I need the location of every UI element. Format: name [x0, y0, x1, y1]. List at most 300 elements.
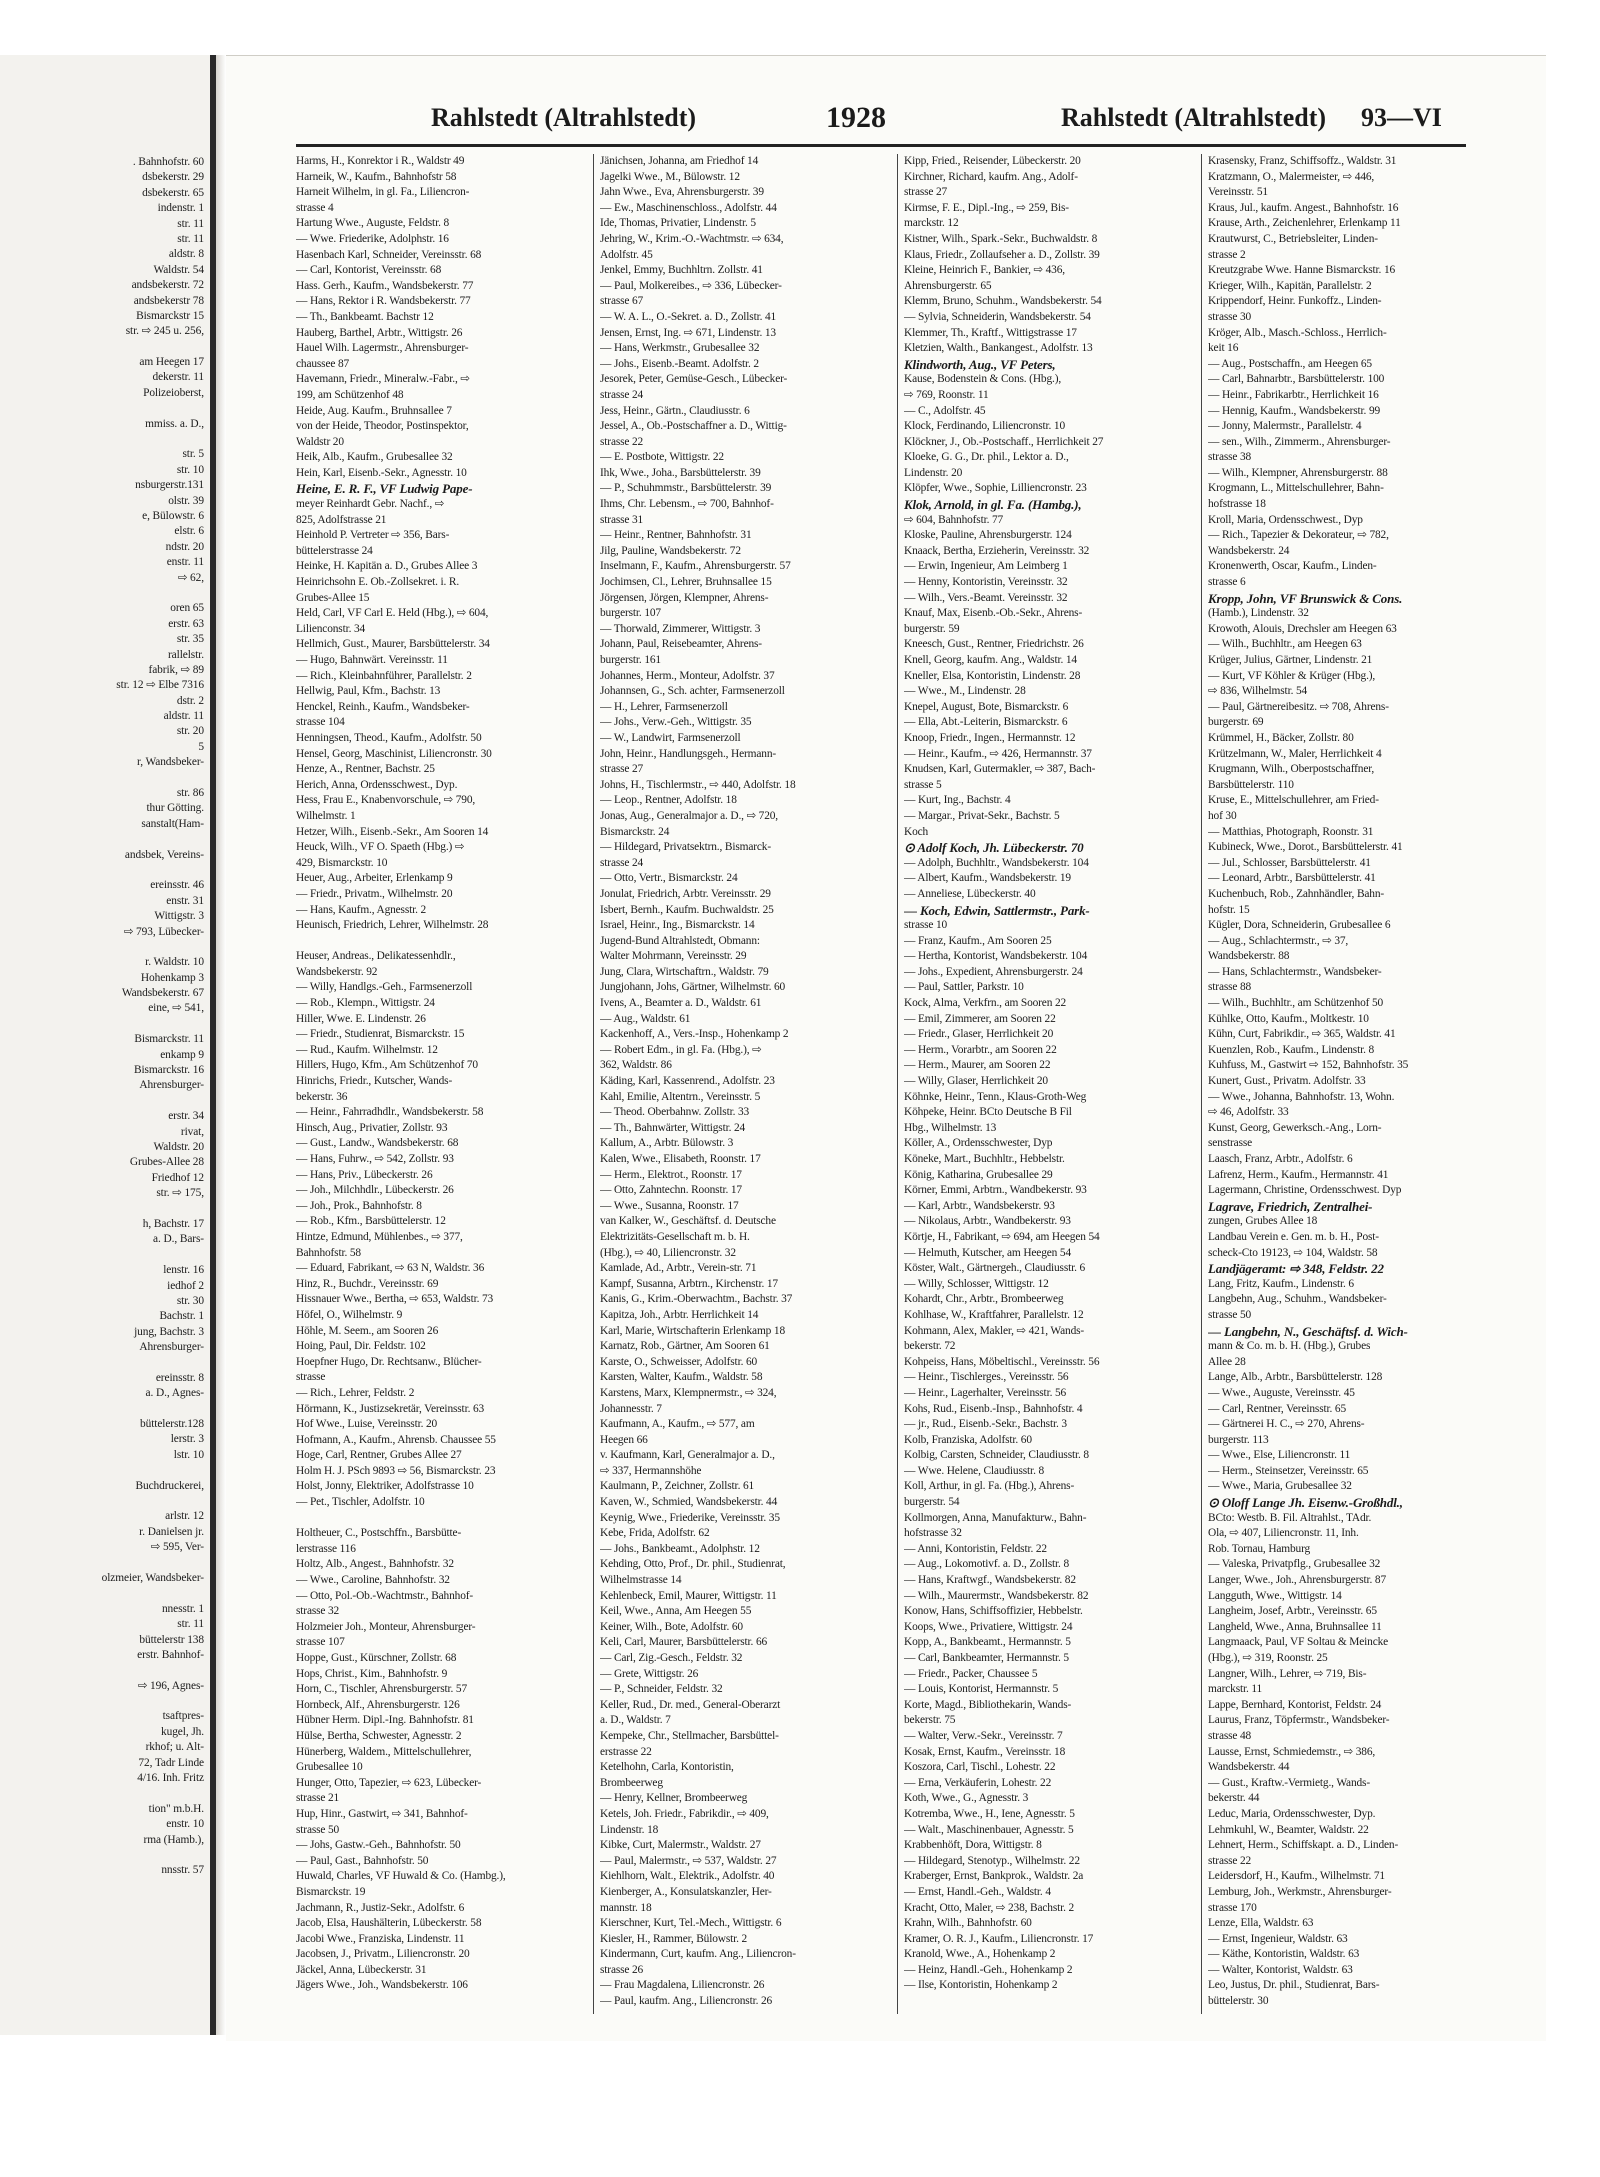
directory-entry-line	[296, 934, 591, 950]
previous-page-line: . Bahnhofstr. 60	[132, 156, 204, 168]
previous-page-line: Bismarckstr 15	[136, 309, 204, 322]
directory-entry-line: Koops, Wwe., Privatiere, Wittigstr. 24	[904, 1620, 1073, 1633]
directory-entry-line: — Sylvia, Schneiderin, Wandsbekerstr. 54	[904, 310, 1091, 323]
directory-entry-line: meyer Reinhardt Gebr. Nachf., ⇨	[296, 498, 445, 511]
directory-entry-line: — Walter, Verw.-Sekr., Vereinsstr. 7	[904, 1729, 1063, 1742]
directory-entry-line: Hein, Karl, Eisenb.-Sekr., Agnesstr. 10	[296, 466, 467, 479]
directory-entry-line: Kleine, Heinrich F., Bankier, ⇨ 436,	[904, 264, 1065, 277]
directory-entry-line: Knudsen, Karl, Gutermakler, ⇨ 387, Bach-	[904, 763, 1096, 776]
previous-page-line: andsbekerstr. 72	[131, 279, 204, 292]
directory-entry-line: Kiesler, H., Rammer, Bülowstr. 2	[600, 1932, 748, 1945]
directory-entry-line: Lausse, Ernst, Schmiedemstr., ⇨ 386,	[1208, 1745, 1376, 1758]
directory-entry-line: 429, Bismarckstr. 10	[296, 856, 388, 869]
directory-entry-line: — Ew., Maschinenschloss., Adolfstr. 44	[600, 201, 777, 214]
directory-entry-line: Kloeke, G. G., Dr. phil., Lektor a. D.,	[904, 451, 1069, 464]
directory-entry-line: Klindworth, Aug., VF Peters,	[904, 356, 1056, 372]
directory-entry-line: Jachmann, R., Justiz-Sekr., Adolfstr. 6	[296, 1901, 465, 1914]
directory-entry-line: Hornbeck, Alf., Ahrensburgerstr. 126	[296, 1698, 460, 1711]
directory-entry-line: Keil, Wwe., Anna, Am Heegen 55	[600, 1605, 752, 1618]
directory-entry-line: — Aug., Schlachtermstr., ⇨ 37,	[1208, 934, 1349, 947]
previous-page-line: ⇨ 196, Agnes-	[137, 1679, 204, 1692]
previous-page-line: a. D., Agnes-	[145, 1387, 204, 1400]
previous-page-line: Waldstr. 20	[153, 1141, 204, 1153]
directory-entry-line: strasse 104	[296, 716, 345, 729]
directory-entry-line: Lange, Alb., Arbtr., Barsbüttelerstr. 128	[1208, 1371, 1383, 1384]
directory-entry-line: — Gärtnerei H. C., ⇨ 270, Ahrens-	[1208, 1418, 1365, 1431]
directory-entry-line: 825, Adolfstrasse 21	[296, 513, 387, 526]
directory-entry-line: — Joh., Prok., Bahnhofstr. 8	[296, 1199, 422, 1212]
previous-page-line: indenstr. 1	[157, 202, 204, 215]
previous-page-line: ⇨ 793, Lübecker-	[123, 925, 204, 938]
directory-entry-line: Heunisch, Friedrich, Lehrer, Wilhelmstr. 28	[296, 919, 489, 932]
directory-entry-line: strasse 4	[296, 201, 334, 214]
directory-entry-line: chaussee 87	[296, 357, 350, 370]
directory-entry-line: — Friedr., Packer, Chaussee 5	[904, 1667, 1038, 1680]
directory-entry-line: Körtje, H., Fabrikant, ⇨ 694, am Heegen 54	[904, 1230, 1100, 1243]
directory-entry-line: — Wwe., Else, Liliencronstr. 11	[1208, 1449, 1351, 1462]
directory-entry-line: burgerstr. 113	[1208, 1433, 1269, 1446]
directory-entry-line: — Carl, Zig.-Gesch., Feldstr. 32	[600, 1652, 743, 1664]
directory-entry-line: — C., Adolfstr. 45	[904, 404, 986, 417]
directory-entry-line: Hörmann, K., Justizsekretär, Vereinsstr. 63	[296, 1402, 485, 1415]
directory-entry-line: Jörgensen, Jörgen, Klempner, Ahrens-	[600, 591, 769, 604]
directory-entry-line: Kohlhase, W., Kraftfahrer, Parallelstr. 12	[904, 1308, 1084, 1321]
directory-entry-line: Hoppe, Gust., Kürschner, Zollstr. 68	[296, 1652, 457, 1664]
directory-entry-line: Johann, Paul, Reisebeamter, Ahrens-	[600, 638, 762, 651]
directory-entry-line: Hunger, Otto, Tapezier, ⇨ 623, Lübecker-	[296, 1776, 482, 1789]
previous-page-line: rivat,	[180, 1125, 204, 1138]
directory-entry-line: Henningsen, Theod., Kaufm., Adolfstr. 50	[296, 731, 482, 744]
previous-page-line	[0, 586, 204, 601]
directory-entry-line: — Johs., Eisenb.-Beamt. Adolfstr. 2	[600, 357, 759, 370]
previous-page-line: 4/16. Inh. Fritz	[137, 1772, 204, 1785]
directory-entry-line: — Henry, Kellner, Brombeerweg	[600, 1792, 748, 1805]
directory-entry-line: Hasenbach Karl, Schneider, Vereinsstr. 68	[296, 248, 482, 261]
directory-entry-line: Kampf, Susanna, Arbtrn., Kirchenstr. 17	[600, 1277, 778, 1290]
directory-entry-line: Heik, Alb., Kaufm., Grubesallee 32	[296, 451, 453, 464]
previous-page-line	[0, 340, 204, 355]
directory-entry-line: Ola, ⇨ 407, Liliencronstr. 11, Inh.	[1208, 1527, 1359, 1540]
directory-entry-line: Kropp, John, VF Brunswick & Cons.	[1208, 590, 1403, 606]
directory-entry-line: — Langbehn, N., Geschäftsf. d. Wich-	[1208, 1323, 1408, 1339]
previous-page-line: fabrik, ⇨ 89	[148, 663, 204, 676]
directory-entry-line: Lagrave, Friedrich, Zentralhei-	[1208, 1198, 1373, 1214]
directory-entry-line: — Hans, Rektor i R. Wandsbekerstr. 77	[296, 295, 471, 308]
directory-entry-line: Hartung Wwe., Auguste, Feldstr. 8	[296, 217, 450, 230]
directory-entry-line: van Kalker, W., Geschäftsf. d. Deutsche	[600, 1215, 776, 1228]
previous-page-line	[0, 1402, 204, 1417]
directory-entry-line: — Rich., Lehrer, Feldstr. 2	[296, 1386, 415, 1399]
directory-entry-line: Köhnke, Heinr., Tenn., Klaus-Groth-Weg	[904, 1090, 1087, 1103]
previous-page-line: sanstalt(Ham-	[141, 817, 204, 830]
previous-page-line: Polizeioberst,	[143, 386, 204, 399]
directory-entry-line: Langer, Wwe., Joh., Ahrensburgerstr. 87	[1208, 1574, 1387, 1587]
previous-page-line	[0, 1786, 204, 1801]
directory-entry-line: Ihms, Chr. Lebensm., ⇨ 700, Bahnhof-	[600, 498, 774, 511]
previous-page-line: lenstr. 16	[163, 1264, 204, 1277]
previous-page-line: andsbekerstr 78	[133, 294, 204, 307]
directory-entry-line: Koszora, Carl, Tischl., Lohestr. 22	[904, 1761, 1056, 1774]
directory-entry-line: Köhpeke, Heinr. BCto Deutsche B Fil	[904, 1106, 1072, 1119]
directory-entry-line: Kloske, Pauline, Ahrensburgerstr. 124	[904, 529, 1072, 542]
directory-entry-line: Karl, Marie, Wirtschafterin Erlenkamp 18	[600, 1324, 786, 1337]
previous-page-line: rallelstr.	[167, 648, 204, 661]
previous-page-line: thur Götting.	[146, 802, 204, 815]
directory-entry-line: Kapitza, Joh., Arbtr. Herrlichkeit 14	[600, 1308, 759, 1321]
directory-entry-line: Hofmann, A., Kaufm., Ahrensb. Chaussee 55	[296, 1433, 496, 1446]
directory-entry-line: büttelerstrasse 24	[296, 544, 373, 557]
directory-entry-line: strasse 107	[296, 1636, 345, 1649]
previous-page-line: olstr. 39	[168, 494, 204, 507]
directory-entry-line: Vereinsstr. 51	[1208, 186, 1268, 199]
previous-page-line: 5	[198, 740, 204, 753]
directory-entry-line: — Rich., Tapezier & Dekorateur, ⇨ 782,	[1208, 529, 1389, 542]
directory-entry-line: Klöpfer, Wwe., Sophie, Lilliencronstr. 23	[904, 482, 1087, 495]
directory-entry-line: bekerstr. 44	[1208, 1792, 1260, 1805]
directory-entry-line: Lagermann, Christine, Ordensschwest. Dyp	[1208, 1184, 1402, 1197]
directory-entry-line: — W. A. L., O.-Sekret. a. D., Zollstr. 41	[600, 310, 777, 323]
previous-page-line: eine, ⇨ 541,	[148, 1002, 204, 1015]
directory-entry-line: — Otto, Vertr., Bismarckstr. 24	[600, 872, 738, 885]
directory-entry-line: — Hennig, Kaufm., Wandsbekerstr. 99	[1208, 404, 1381, 417]
directory-entry-line: — Anneliese, Lübeckerstr. 40	[904, 887, 1036, 900]
directory-entry-line: hofstr. 15	[1208, 903, 1250, 916]
directory-entry-line: Wilhelmstrasse 14	[600, 1574, 682, 1587]
directory-entry-line: Wandsbekerstr. 88	[1208, 950, 1290, 963]
directory-entry-line: Hoge, Carl, Rentner, Grubes Allee 27	[296, 1449, 462, 1462]
directory-entry-line: Hiller, Wwe. E. Lindenstr. 26	[296, 1012, 426, 1025]
directory-entry-line: John, Heinr., Handlungsgeh., Hermann-	[600, 747, 777, 760]
directory-entry-line: — Wilh., Vers.-Beamt. Vereinsstr. 32	[904, 591, 1068, 604]
previous-page-line: enstr. 11	[166, 556, 204, 569]
previous-page-line: enkamp 9	[160, 1048, 204, 1061]
directory-entry-line: — Paul, Gast., Bahnhofstr. 50	[296, 1854, 429, 1867]
directory-entry-line: Lafrenz, Herm., Kaufm., Hermannstr. 41	[1208, 1168, 1389, 1181]
directory-entry-line: — Hildegard, Privatsektrn., Bismarck-	[600, 841, 771, 854]
directory-entry-line: — Wwe., Susanna, Roonstr. 17	[600, 1199, 739, 1212]
previous-page-edge	[0, 55, 216, 2035]
directory-entry-line: Laasch, Franz, Arbtr., Adolfstr. 6	[1208, 1153, 1353, 1165]
directory-entry-line: Hauberg, Barthel, Arbtr., Wittigstr. 26	[296, 326, 463, 339]
directory-entry-line: — Heinz, Handl.-Geh., Hohenkamp 2	[904, 1963, 1073, 1976]
previous-page-line: arlstr. 12	[165, 1510, 204, 1523]
directory-entry-line: Johannsen, G., Sch. achter, Farmsenerzoll	[600, 685, 785, 698]
previous-page-line	[0, 832, 204, 847]
directory-entry-line: mannstr. 18	[600, 1901, 652, 1914]
directory-entry-line: Harneik, W., Kaufm., Bahnhofstr 58	[296, 170, 457, 183]
directory-entry-line: Hoepfner Hugo, Dr. Rechtsanw., Blücher-	[296, 1355, 482, 1368]
directory-entry-line: hof 30	[1208, 809, 1237, 822]
directory-entry-line: — Erwin, Ingenieur, Am Leimberg 1	[904, 560, 1068, 573]
directory-entry-line: strasse 27	[600, 763, 644, 776]
directory-entry-line: — Hans, Kaufm., Agnesstr. 2	[296, 903, 427, 916]
previous-page-line: Waldstr. 54	[153, 263, 204, 276]
directory-entry-line: Heuck, Wilh., VF O. Spaeth (Hbg.) ⇨	[296, 841, 465, 854]
directory-entry-line: — Herm., Steinsetzer, Vereinsstr. 65	[1208, 1464, 1369, 1477]
previous-page-line: r. Danielsen jr.	[139, 1525, 204, 1538]
directory-entry-line: Krause, Arth., Zeichenlehrer, Erlenkamp 11	[1208, 217, 1401, 230]
directory-entry-line: ⇨ 769, Roonstr. 11	[904, 388, 989, 401]
directory-entry-line: Kranold, Wwe., A., Hohenkamp 2	[904, 1948, 1056, 1961]
directory-entry-line: — Wilh., Maurermstr., Wandsbekerstr. 82	[904, 1589, 1089, 1602]
directory-entry-line: Jahn Wwe., Eva, Ahrensburgerstr. 39	[600, 186, 764, 199]
directory-entry-line: — Jul., Schlosser, Barsbüttelerstr. 41	[1208, 856, 1371, 869]
directory-entry-line: Landjägeramt: ⇨ 348, Feldstr. 22	[1208, 1261, 1384, 1277]
directory-entry-line: strasse 50	[296, 1823, 340, 1836]
directory-entry-line: ⇨ 46, Adolfstr. 33	[1208, 1106, 1289, 1119]
directory-entry-line: Heinke, H. Kapitän a. D., Grubes Allee 3	[296, 560, 478, 573]
directory-entry-line: Kopp, A., Bankbeamt., Hermannstr. 5	[904, 1636, 1071, 1649]
directory-entry-line: Huwald, Charles, VF Huwald & Co. (Hambg.),	[296, 1870, 506, 1883]
previous-page-line: nnsstr. 57	[161, 1864, 204, 1877]
directory-entry-line: — Rud., Kaufm. Wilhelmstr. 12	[296, 1043, 438, 1056]
directory-entry-line: Brombeerweg	[600, 1776, 663, 1789]
directory-entry-line: Klemmer, Th., Kraftf., Wittigstrasse 17	[904, 326, 1077, 339]
directory-entry-line: Kohardt, Chr., Arbtr., Brombeerweg	[904, 1293, 1064, 1306]
directory-entry-line: Wandsbekerstr. 92	[296, 965, 378, 978]
directory-entry-line: — Herm., Elektrot., Roonstr. 17	[600, 1168, 742, 1181]
directory-entry-line: Hintze, Edmund, Mühlenbes., ⇨ 377,	[296, 1230, 463, 1243]
directory-entry-line: Kuhfuss, M., Gastwirt ⇨ 152, Bahnhofstr. 35	[1208, 1059, 1409, 1072]
directory-entry-line: zungen, Grubes Allee 18	[1208, 1215, 1318, 1228]
directory-entry-line: Holtheuer, C., Postschffn., Barsbütte-	[296, 1527, 462, 1540]
directory-entry-line: Knaack, Bertha, Erzieherin, Vereinsstr. 32	[904, 544, 1090, 557]
previous-page-line: str. 11	[177, 232, 204, 245]
previous-page-line: dsbekerstr. 29	[142, 171, 204, 184]
directory-entry-line: Krützelmann, W., Maler, Herrlichkeit 4	[1208, 747, 1382, 760]
directory-entry-line: Kahl, Emilie, Altentrn., Vereinsstr. 5	[600, 1090, 761, 1103]
directory-entry-line: Holm H. J. PSch 9893 ⇨ 56, Bismarckstr. 23	[296, 1464, 496, 1477]
directory-entry-line: Heine, E. R. F., VF Ludwig Pape-	[296, 481, 473, 497]
directory-entry-line: Lemburg, Joh., Werkmstr., Ahrensburger-	[1208, 1885, 1392, 1898]
directory-entry-line: Heuer, Aug., Arbeiter, Erlenkamp 9	[296, 872, 453, 885]
directory-entry-line: marckstr. 11	[1208, 1683, 1263, 1696]
directory-entry-line: Leidersdorf, H., Kaufm., Wilhelmstr. 71	[1208, 1870, 1385, 1883]
directory-entry-line: — Walt., Maschinenbauer, Agnesstr. 5	[904, 1823, 1074, 1836]
directory-entry-line: von der Heide, Theodor, Postinspektor,	[296, 420, 469, 433]
previous-page-line: elstr. 6	[174, 525, 204, 538]
directory-column-1	[296, 154, 591, 1994]
directory-entry-line: — Robert Edm., in gl. Fa. (Hbg.), ⇨	[600, 1043, 762, 1056]
directory-entry-line: Israel, Heinr., Ing., Bismarckstr. 14	[600, 919, 755, 932]
directory-entry-line: hofstrasse 32	[904, 1527, 962, 1540]
directory-entry-line: Krümmel, H., Bäcker, Zollstr. 80	[1208, 731, 1354, 744]
directory-entry-line: — Ella, Abt.-Leiterin, Bismarckstr. 6	[904, 716, 1068, 729]
previous-page-line: r. Waldstr. 10	[145, 956, 204, 969]
directory-entry-line: Henckel, Reinh., Kaufm., Wandsbeker-	[296, 700, 470, 713]
directory-entry-line: — Wilh., Klempner, Ahrensburgerstr. 88	[1208, 466, 1388, 479]
directory-entry-line: Hissnauer Wwe., Bertha, ⇨ 653, Waldstr. 73	[296, 1293, 494, 1306]
previous-page-line: nnesstr. 1	[161, 1602, 204, 1615]
directory-entry-line: Jäckel, Anna, Lübeckerstr. 31	[296, 1963, 427, 1976]
directory-entry-line: Heinrichsohn E. Ob.-Zollsekret. i. R.	[296, 576, 460, 589]
directory-entry-line: Hensel, Georg, Maschinist, Liliencronstr. 30	[296, 747, 492, 760]
directory-entry-line: Hinsch, Aug., Privatier, Zollstr. 93	[296, 1121, 448, 1134]
directory-entry-line: Langheim, Josef, Arbtr., Vereinsstr. 65	[1208, 1605, 1377, 1618]
directory-entry-line: Hoing, Paul, Dir. Feldstr. 102	[296, 1340, 426, 1353]
directory-entry-line: (Hbg.), ⇨ 40, Liliencronstr. 32	[600, 1246, 736, 1259]
directory-entry-line: Jilg, Pauline, Wandsbekerstr. 72	[600, 544, 741, 557]
directory-entry-line: BCto: Westb. B. Fil. Altrahlst., TAdr.	[1208, 1511, 1372, 1524]
directory-entry-line: — Hans, Schlachtermstr., Wandsbeker-	[1208, 965, 1382, 978]
directory-entry-line: — Heinr., Tischlerges., Vereinsstr. 56	[904, 1371, 1069, 1384]
directory-entry-line: burgerstr. 107	[600, 607, 661, 620]
previous-page-line: jung, Bachstr. 3	[134, 1325, 204, 1338]
directory-entry-line: Kindermann, Curt, kaufm. Ang., Liliencron-	[600, 1948, 796, 1961]
column-divider	[897, 154, 898, 2014]
previous-page-line: a. D., Bars-	[153, 1233, 204, 1246]
directory-entry-line: (Hbg.), ⇨ 319, Roonstr. 25	[1208, 1652, 1328, 1664]
directory-entry-line: — Henny, Kontoristin, Vereinsstr. 32	[904, 576, 1068, 589]
directory-column-2	[600, 154, 895, 2010]
previous-page-line: Ahrensburger-	[139, 1079, 204, 1092]
header-rule	[296, 144, 1466, 147]
directory-entry-line: Klok, Arnold, in gl. Fa. (Hambg.),	[904, 497, 1082, 513]
directory-entry-line: Waldstr 20	[296, 435, 344, 448]
directory-entry-line: Kletzien, Walth., Bankangest., Adolfstr. 13	[904, 342, 1093, 355]
directory-entry-line: strasse 32	[296, 1605, 340, 1618]
directory-entry-line: Hillers, Hugo, Kfm., Am Schützenhof 70	[296, 1059, 478, 1072]
directory-entry-line: Hops, Christ., Kim., Bahnhofstr. 9	[296, 1667, 448, 1680]
previous-page-line: str. 11	[177, 217, 204, 230]
directory-entry-line: Laurus, Franz, Töpfermstr., Wandsbeker-	[1208, 1714, 1390, 1727]
previous-page-line: h, Bachstr. 17	[142, 1217, 204, 1230]
previous-page-line: Friedhof 12	[151, 1171, 204, 1184]
directory-entry-line: Hünerberg, Waldem., Mittelschullehrer,	[296, 1745, 472, 1758]
directory-entry-line: Krasensky, Franz, Schiffsoffz., Waldstr. 31	[1208, 155, 1397, 167]
directory-entry-line: burgerstr. 54	[904, 1496, 960, 1509]
directory-entry-line: Krieger, Wilh., Kapitän, Parallelstr. 2	[1208, 279, 1372, 292]
directory-entry-line: Wandsbekerstr. 24	[1208, 544, 1290, 557]
directory-entry-line: Kohmann, Alex, Makler, ⇨ 421, Wands-	[904, 1324, 1085, 1337]
directory-entry-line: ⊙ Oloff Lange Jh. Eisenw.-Großhdl.,	[1208, 1495, 1403, 1511]
directory-entry-line: Kuchenbuch, Rob., Zahnhändler, Bahn-	[1208, 887, 1385, 900]
directory-entry-line: Harms, H., Konrektor i R., Waldstr 49	[296, 155, 465, 167]
directory-entry-line: — Hans, Fuhrw., ⇨ 542, Zollstr. 93	[296, 1153, 454, 1165]
directory-entry-line: strasse 24	[600, 856, 644, 869]
previous-page-line	[0, 863, 204, 878]
directory-entry-line: — E. Postbote, Wittigstr. 22	[600, 451, 724, 464]
directory-entry-line: strasse 26	[600, 1963, 644, 1976]
directory-entry-line: Heegen 66	[600, 1433, 648, 1446]
directory-entry-line: — Paul, Malermstr., ⇨ 537, Waldstr. 27	[600, 1854, 777, 1867]
previous-page-line: Grubes-Allee 28	[129, 1156, 204, 1169]
directory-entry-line: Langheld, Wwe., Anna, Bruhnsallee 11	[1208, 1620, 1382, 1633]
previous-page-line: aldstr. 8	[168, 248, 204, 261]
directory-entry-line: strasse 24	[600, 388, 644, 401]
directory-entry-line: strasse 5	[904, 778, 942, 791]
directory-entry-line: Kraus, Jul., kaufm. Angest., Bahnhofstr. 16	[1208, 201, 1399, 214]
directory-entry-line: Kronenwerth, Oscar, Kaufm., Linden-	[1208, 560, 1377, 573]
directory-entry-line: Kratzmann, O., Malermeister, ⇨ 446,	[1208, 170, 1375, 183]
directory-entry-line: Hülse, Bertha, Schwester, Agnesstr. 2	[296, 1729, 462, 1742]
previous-page-line: rkhof; u. Alt-	[145, 1741, 204, 1754]
directory-entry-line: Höfel, O., Wilhelmstr. 9	[296, 1308, 403, 1321]
directory-entry-line: strasse 10	[904, 919, 948, 932]
directory-entry-line: — Pet., Tischler, Adolfstr. 10	[296, 1496, 425, 1509]
directory-entry-line: a. D., Waldstr. 7	[600, 1714, 671, 1727]
directory-entry-line: Hellmich, Gust., Maurer, Barsbüttelerstr. 34	[296, 638, 490, 651]
directory-entry-line: Bismarckstr. 24	[600, 825, 670, 838]
previous-page-line	[0, 1556, 204, 1571]
directory-entry-line: Klaus, Friedr., Zollaufseher a. D., Zollstr. 39	[904, 248, 1100, 261]
previous-page-line: str. 35	[176, 633, 204, 646]
directory-entry-line: Kohs, Rud., Eisenb.-Insp., Bahnhofstr. 4	[904, 1402, 1083, 1415]
directory-entry-line: Landbau Verein e. Gen. m. b. H., Post-	[1208, 1230, 1379, 1243]
directory-entry-line: Kause, Bodenstein & Cons. (Hbg.),	[904, 373, 1062, 386]
directory-entry-line: Kamlade, Ad., Arbtr., Verein-str. 71	[600, 1262, 757, 1275]
directory-entry-line: — H., Lehrer, Farmsenerzoll	[600, 700, 728, 713]
directory-entry-line: Lappe, Bernhard, Kontorist, Feldstr. 24	[1208, 1698, 1382, 1711]
directory-entry-line: — Herm., Maurer, am Sooren 22	[904, 1059, 1051, 1072]
directory-entry-line: — Friedr., Studienrat, Bismarckstr. 15	[296, 1028, 465, 1041]
directory-page	[226, 55, 1546, 2041]
directory-entry-line: Heinhold P. Vertreter ⇨ 356, Bars-	[296, 529, 450, 542]
directory-entry-line: — Aug., Postschaffn., am Heegen 65	[1208, 357, 1372, 370]
directory-entry-line: Korte, Magd., Bibliothekarin, Wands-	[904, 1698, 1072, 1711]
directory-entry-line: Kotremba, Wwe., H., Iene, Agnesstr. 5	[904, 1807, 1075, 1820]
directory-entry-line: strasse	[296, 1371, 326, 1384]
directory-entry-line: marckstr. 12	[904, 217, 959, 230]
directory-column-4	[1208, 154, 1480, 2010]
directory-entry-line: Heide, Aug. Kaufm., Bruhnsallee 7	[296, 404, 452, 417]
directory-entry-line: — Carl, Rentner, Vereinsstr. 65	[1208, 1402, 1346, 1415]
previous-page-line	[0, 432, 204, 447]
directory-entry-line: Köller, A., Ordensschwester, Dyp	[904, 1137, 1053, 1150]
directory-entry-line: — Hans, Werkmstr., Grubesallee 32	[600, 342, 760, 355]
directory-entry-line: Hass. Gerh., Kaufm., Wandsbekerstr. 77	[296, 279, 474, 292]
directory-entry-line: Kierschner, Kurt, Tel.-Mech., Wittigstr. 6	[600, 1917, 782, 1930]
directory-entry-line: — Wilh., Buchhltr., am Schützenhof 50	[1208, 997, 1384, 1010]
previous-page-line: 72, Tadr Linde	[138, 1756, 204, 1769]
directory-entry-line: 199, am Schützenhof 48	[296, 388, 404, 401]
directory-entry-line: Kunst, Georg, Gewerksch.-Ang., Lorn-	[1208, 1121, 1382, 1134]
previous-page-line: ⇨ 62,	[177, 571, 204, 584]
directory-entry-line: König, Katharina, Grubesallee 29	[904, 1168, 1053, 1181]
directory-entry-line: — Karl, Arbtr., Wandsbekerstr. 93	[904, 1199, 1055, 1212]
directory-entry-line: Holzmeier Joh., Monteur, Ahrensburger-	[296, 1620, 476, 1633]
directory-entry-line: — Emil, Zimmerer, am Sooren 22	[904, 1012, 1056, 1025]
directory-entry-line: burgerstr. 161	[600, 654, 661, 666]
directory-entry-line: Kühlke, Otto, Kaufm., Moltkestr. 10	[1208, 1012, 1369, 1025]
directory-entry-line: Holtz, Alb., Angest., Bahnhofstr. 32	[296, 1558, 454, 1571]
directory-entry-line: — Thorwald, Zimmerer, Wittigstr. 3	[600, 622, 761, 635]
directory-entry-line: Kracht, Otto, Maler, ⇨ 238, Bachstr. 2	[904, 1901, 1075, 1914]
directory-entry-line: Rob. Tornau, Hamburg	[1208, 1542, 1311, 1555]
previous-page-line: ereinsstr. 8	[155, 1371, 204, 1384]
directory-entry-line: Jacobi Wwe., Franziska, Lindenstr. 11	[296, 1932, 465, 1945]
previous-page-line: olzmeier, Wandsbeker-	[101, 1571, 204, 1584]
directory-entry-line: Kühn, Curt, Fabrikdir., ⇨ 365, Waldstr. 41	[1208, 1028, 1396, 1041]
previous-page-line: erstr. 63	[168, 617, 204, 630]
directory-entry-line: Kröger, Alb., Masch.-Schloss., Herrlich-	[1208, 326, 1387, 339]
directory-entry-line: Höhle, M. Seem., am Sooren 26	[296, 1324, 439, 1337]
previous-page-text-column	[0, 155, 204, 1879]
directory-entry-line: Grubesallee 10	[296, 1761, 363, 1774]
directory-entry-line: Elektrizitäts-Gesellschaft m. b. H.	[600, 1230, 750, 1243]
directory-entry-line: strasse 48	[1208, 1729, 1252, 1742]
previous-page-line: kugel, Jh.	[161, 1725, 204, 1738]
directory-entry-line: Kramer, O. R. J., Kaufm., Liliencronstr. 17	[904, 1932, 1094, 1945]
directory-entry-line: Kipp, Fried., Reisender, Lübeckerstr. 20	[904, 155, 1081, 167]
directory-entry-line: Klöckner, J., Ob.-Postschaff., Herrlichkeit 27	[904, 435, 1104, 448]
directory-entry-line: — Wwe., M., Lindenstr. 28	[904, 685, 1026, 698]
directory-entry-line: Kiehlhorn, Walt., Elektrik., Adolfstr. 40	[600, 1870, 775, 1883]
previous-page-line: enstr. 31	[166, 894, 204, 907]
directory-entry-line: Konow, Hans, Schiffsoffizier, Hebbelstr.	[904, 1605, 1083, 1618]
previous-page-line: mmiss. a. D.,	[145, 417, 204, 430]
directory-entry-line: senstrasse	[1208, 1137, 1253, 1150]
